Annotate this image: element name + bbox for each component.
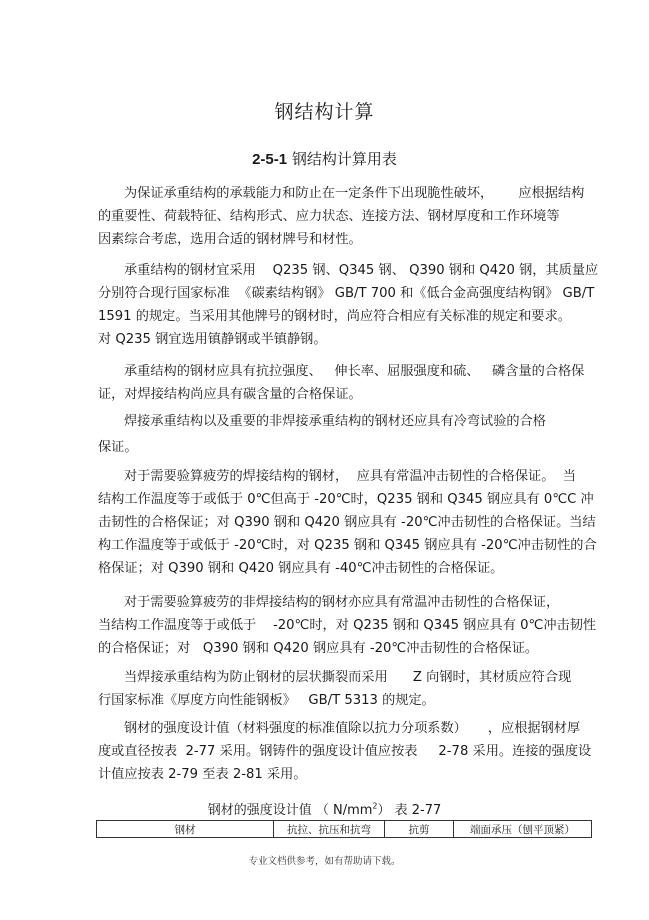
paragraph-line: 为保证承重结构的承载能力和防止在一定条件下出现脆性破坏， 应根据结构 <box>124 186 585 201</box>
paragraph-line: 钢材的强度设计值（材料强度的标准值除以抗力分项系数） ，应根据钢材厚 <box>124 721 581 736</box>
paragraph-line: 的合格保证；对 Q390 钢和 Q420 钢应具有 -20℃冲击韧性的合格保证。 <box>98 641 539 656</box>
paragraph-line: 对于需要验算疲劳的非焊接结构的钢材亦应具有常温冲击韧性的合格保证， <box>124 595 560 610</box>
paragraph-line: 的重要性、荷载特征、结构形式、应力状态、连接方法、钢材厚度和工作环境等 <box>98 209 560 224</box>
paragraph-line: 焊接承重结构以及重要的非焊接承重结构的钢材还应具有冷弯试验的合格 <box>124 414 546 429</box>
paragraph-line: 分别符合现行国家标准 《碳素结构钢》 GB/T 700 和《低合金高强度结构钢》 GB/T <box>98 286 595 301</box>
paragraph-line: 构工作温度等于或低于 -20℃时，对 Q235 钢和 Q345 钢应具有 -20℃冲击韧性的合 <box>98 538 597 553</box>
paragraph-line: 保证。 <box>98 440 138 455</box>
page-footer: 专业文档供参考，如有帮助请下载。 <box>248 856 401 867</box>
table-header-cell: 钢材 <box>97 821 274 838</box>
section-heading <box>0 148 649 169</box>
table-caption-prefix: 钢材的强度设计值 （ N/mm <box>207 803 373 818</box>
paragraph-line: 当结构工作温度等于或低于 -20℃时，对 Q235 钢和 Q345 钢应具有 0℃冲击韧性 <box>98 618 597 633</box>
paragraph-line: 击韧性的合格保证；对 Q390 钢和 Q420 钢应具有 -20℃冲击韧性的合格保证。当结 <box>98 515 596 530</box>
paragraph-line: 结构工作温度等于或低于 0℃但高于 -20℃时，Q235 钢和 Q345 钢应具有 0℃C 冲 <box>98 492 594 507</box>
table-caption <box>0 799 649 818</box>
table-caption-exponent: 2 <box>372 801 378 811</box>
paragraph-line: 承重结构的钢材应具有抗拉强度、 伸长率、屈服强度和硫、 磷含量的合格保 <box>124 364 585 379</box>
table-header-cell: 端面承压（刨平顶紧） <box>454 821 592 838</box>
section-title: 钢结构计算用表 <box>291 150 397 168</box>
strength-table <box>96 820 592 838</box>
table-caption-suffix: ） 表 2-77 <box>377 803 442 818</box>
table-header-row <box>97 821 592 838</box>
paragraph-line: 对 Q235 钢宜选用镇静钢或半镇静钢。 <box>98 332 327 347</box>
paragraph-line: 计值应按表 2-79 至表 2-81 采用。 <box>98 767 307 782</box>
paragraph-line: 当焊接承重结构为防止钢材的层状撕裂而采用 Z 向钢时，其材质应符合现 <box>124 670 572 685</box>
paragraph-line: 因素综合考虑，选用合适的钢材牌号和材性。 <box>98 232 362 247</box>
page-title: 钢结构计算 <box>274 101 375 123</box>
paragraph-line: 度或直径按表 2-77 采用。钢铸件的强度设计值应按表 2-78 采用。连接的强度设 <box>98 744 592 759</box>
paragraph-line: 对于需要验算疲劳的焊接结构的钢材， 应具有常温冲击韧性的合格保证。 当 <box>124 469 576 484</box>
paragraph-line: 承重结构的钢材宜采用 Q235 钢、Q345 钢、 Q390 钢和 Q420 钢，其质量应 <box>124 263 599 278</box>
table-header-cell: 抗剪 <box>385 821 454 838</box>
paragraph-line: 1591 的规定。当采用其他牌号的钢材时，尚应符合相应有关标准的规定和要求。 <box>98 309 571 324</box>
paragraph-line: 证，对焊接结构尚应具有碳含量的合格保证。 <box>98 387 362 402</box>
table-header-cell: 抗拉、抗压和抗弯 <box>274 821 385 838</box>
paragraph-line: 行国家标准《厚度方向性能钢板》 GB/T 5313 的规定。 <box>98 693 435 708</box>
section-number: 2-5-1 <box>252 151 288 168</box>
paragraph-line: 格保证；对 Q390 钢和 Q420 钢应具有 -40℃冲击韧性的合格保证。 <box>98 561 504 576</box>
